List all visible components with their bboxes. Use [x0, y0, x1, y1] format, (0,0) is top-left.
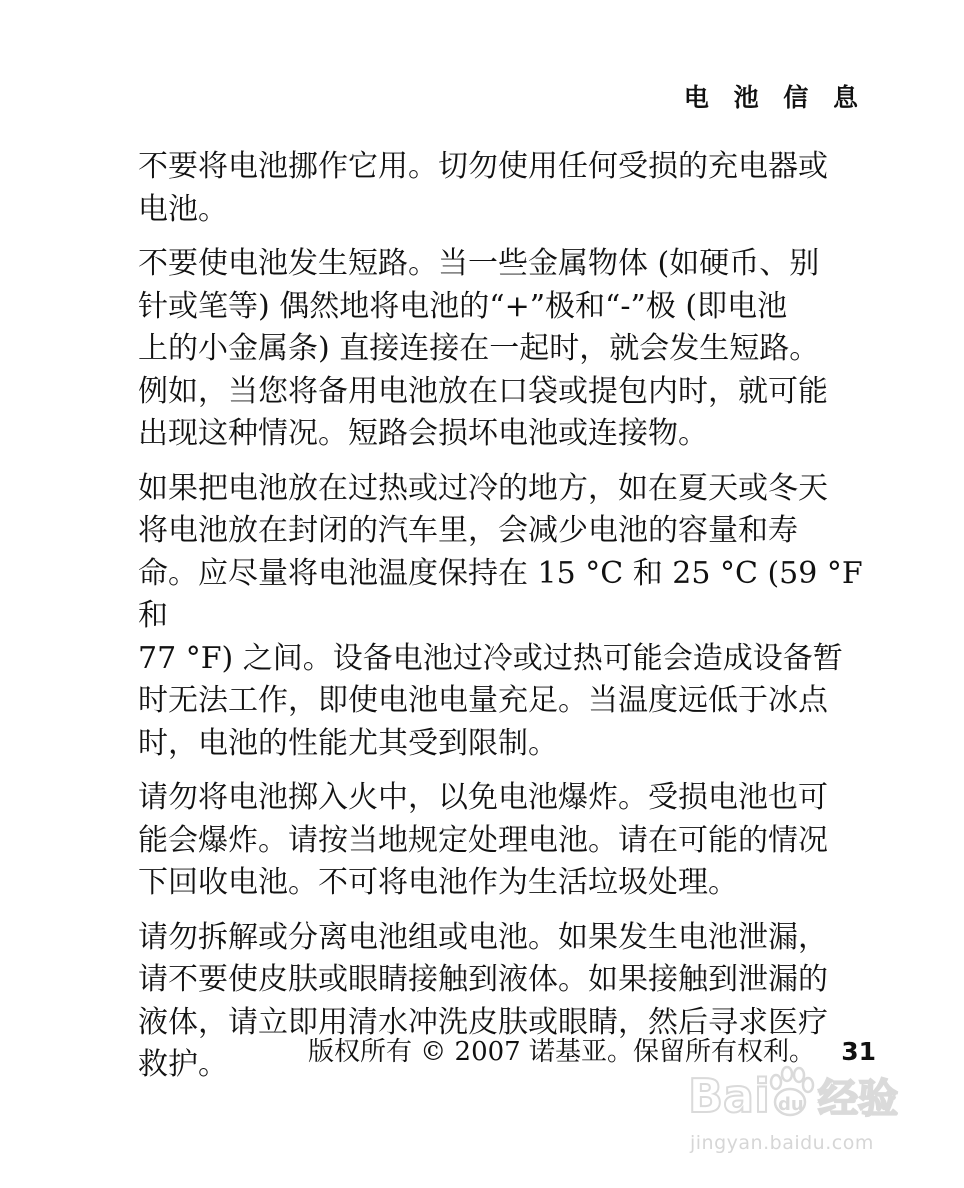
baidu-jingyan-watermark	[686, 1060, 916, 1170]
svg-text:经验: 经验	[818, 1076, 898, 1122]
svg-text:Bai: Bai	[688, 1069, 770, 1123]
paragraph: 请勿将电池掷入火中，以免电池爆炸。受损电池也可 能会爆炸。请按当地规定处理电池。请在可能的情况 下回收电池。不可将电池作为生活垃圾处理。	[138, 780, 828, 900]
body-text	[138, 146, 876, 1099]
svg-text:du: du	[778, 1094, 804, 1115]
baidu-logo-icon	[686, 1060, 916, 1132]
paragraph: 请勿拆解或分离电池组或电池。如果发生电池泄漏， 请不要使皮肤或眼睛接触到液体。如果接触到泄漏的 液体，请立即用清水冲洗皮肤或眼睛，然后寻求医疗 救护。	[138, 919, 828, 1082]
paragraph: 不要使电池发生短路。当一些金属物体 (如硬币、别 针或笔等) 偶然地将电池的“+”极和“-”极 (即电池 上的小金属条) 直接连接在一起时，就会发生短路。 例如，当您将备用电池放在口袋或提包内时，就可能 出现这种情况。短路会损坏电池或连接物。	[138, 246, 828, 451]
paragraph: 不要将电池挪作它用。切勿使用任何受损的充电器或 电池。	[138, 149, 828, 227]
paragraph: 如果把电池放在过热或过冷的地方，如在夏天或冬天 将电池放在封闭的汽车里，会减少电池的容量和寿 命。应尽量将电池温度保持在 15 °C 和 25 °C (59 °F 和 77 °F) 之间。设备电池过冷或过热可能会造成设备暂 时无法工作，即使电池电量充足。当温度远低于冰点 时，电池的性能尤其受到限制。	[138, 470, 863, 761]
watermark-url: jingyan.baidu.com	[690, 1132, 874, 1154]
page-number: 31	[841, 1037, 876, 1066]
section-title: 电 池 信 息	[683, 83, 866, 112]
copyright-notice: 版权所有 © 2007 诺基亚。保留所有权利。	[308, 1037, 815, 1067]
